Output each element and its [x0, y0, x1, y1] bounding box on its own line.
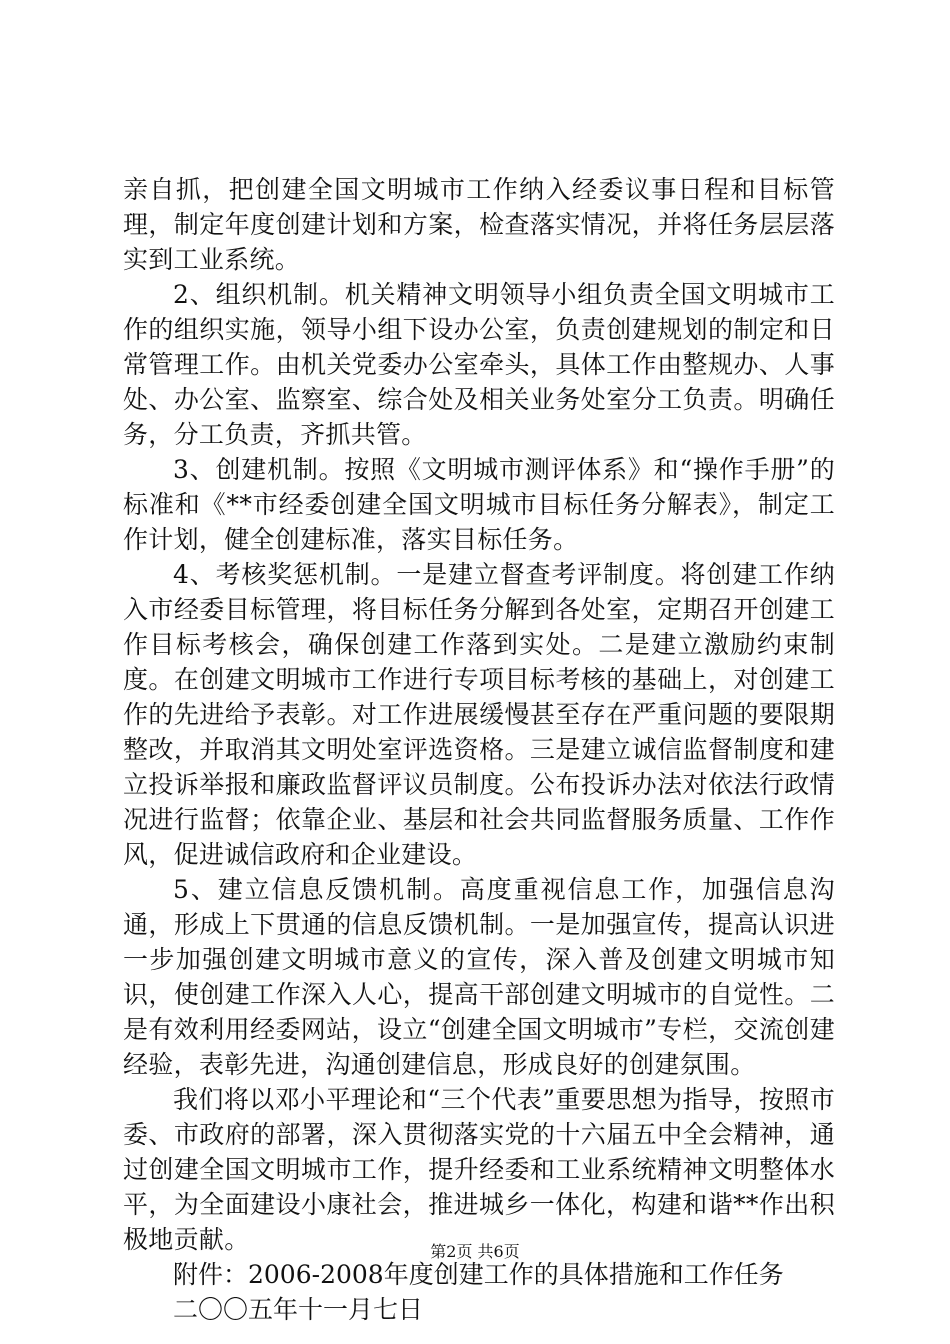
document-date: 二〇〇五年十一月七日: [173, 1295, 424, 1324]
attachment-line: 附件：2006-2008年度创建工作的具体措施和工作任务: [173, 1260, 784, 1289]
page-footer: 第2页 共6页: [430, 1242, 520, 1261]
paragraph-continuation: 亲自抓，把创建全国文明城市工作纳入经委议事日程和目标管理，制定年度创建计划和方案，检查落实情况，并将任务层层落实到工业系统。: [123, 175, 835, 274]
paragraph-organization-mechanism: 2、组织机制。机关精神文明领导小组负责全国文明城市工作的组织实施，领导小组下设办公室，负责创建规划的制定和日常管理工作。由机关党委办公室牵头，具体工作由整规办、人事处、办公室、监察室、综合处及相关业务处室分工负责。明确任务，分工负责，齐抓共管。: [123, 280, 835, 449]
document-body: [123, 172, 835, 1327]
paragraph-conclusion: 我们将以邓小平理论和“三个代表”重要思想为指导，按照市委、市政府的部署，深入贯彻落实党的十六届五中全会精神，通过创建全国文明城市工作，提升经委和工业系统精神文明整体水平，为全面建设小康社会，推进城乡一体化，构建和谐**作出积极地贡献。: [123, 1085, 835, 1254]
paragraph-assessment-mechanism: 4、考核奖惩机制。一是建立督查考评制度。将创建工作纳入市经委目标管理，将目标任务分解到各处室，定期召开创建工作目标考核会，确保创建工作落到实处。二是建立激励约束制度。在创建文明城市工作进行专项目标考核的基础上，对创建工作的先进给予表彰。对工作进展缓慢甚至存在严重问题的要限期整改，并取消其文明处室评选资格。三是建立诚信监督制度和建立投诉举报和廉政监督评议员制度。公布投诉办法对依法行政情况进行监督；依靠企业、基层和社会共同监督服务质量、工作作风，促进诚信政府和企业建设。: [123, 560, 835, 869]
paragraph-creation-mechanism: 3、创建机制。按照《文明城市测评体系》和“操作手册”的标准和《**市经委创建全国文明城市目标任务分解表》，制定工作计划，健全创建标准，落实目标任务。: [123, 455, 835, 554]
paragraph-feedback-mechanism: 5、建立信息反馈机制。高度重视信息工作，加强信息沟通，形成上下贯通的信息反馈机制。一是加强宣传，提高认识进一步加强创建文明城市意义的宣传，深入普及创建文明城市知识，使创建工作深入人心，提高干部创建文明城市的自觉性。二是有效利用经委网站，设立“创建全国文明城市”专栏，交流创建经验，表彰先进，沟通创建信息，形成良好的创建氛围。: [123, 875, 835, 1079]
